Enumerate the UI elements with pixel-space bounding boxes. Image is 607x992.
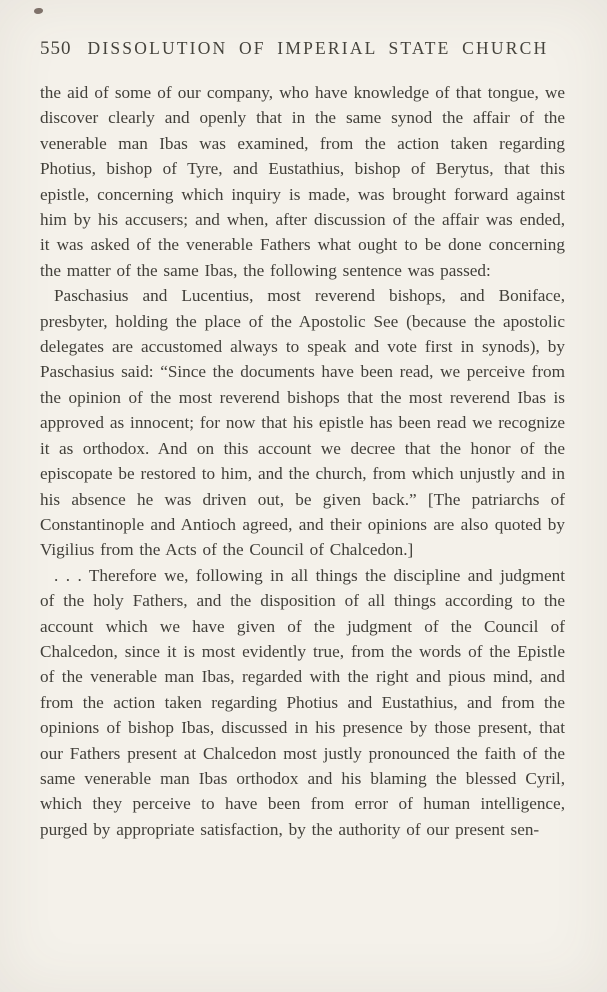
paragraph: . . . Therefore we, following in all things the discipline and judgment of the holy Fathers, and the disposition of all things according to the account which we have given of the judgment of the Council of Chalcedon, since it is most evidently true, from the words of the Epistle of the venerable man Ibas, regarded with the right and pious mind, and from the action taken regarding Photius and Eustathius, and from the opinions of bishop Ibas, discussed in his presence by those present, that our Fathers present at Chalcedon most justly pronounced the faith of the same venerable man Ibas orthodox and his blaming the blessed Cyril, which they perceive to have been from error of human intelligence, purged by appropriate satisfaction, by the authority of our present sen-: [40, 565, 565, 839]
paragraph: the aid of some of our company, who have knowledge of that tongue, we discover clearly and openly that in the same synod the affair of the venerable man Ibas was examined, from the action taken regarding Photius, bishop of Tyre, and Eustathius, bishop of Berytus, that this epistle, concerning which inquiry is made, was brought forward against him by his accusers; and when, after discussion of the affair was ended, it was asked of the venerable Fathers what ought to be done concerning the matter of the same Ibas, the following sentence was passed:: [40, 83, 565, 280]
page-body: [40, 80, 565, 842]
running-header: [40, 38, 565, 60]
page-title: DISSOLUTION OF IMPERIAL STATE CHURCH: [87, 38, 549, 58]
print-artifact: [34, 8, 43, 14]
paragraph: Paschasius and Lucentius, most reverend bishops, and Boniface, presbyter, holding the place of the Apostolic See (because the apostolic delegates are accustomed always to speak and vote first in synods), by Paschasius said: “Since the documents have been read, we perceive from the opinion of the most reverend bishops that the most reverend Ibas is approved as innocent; for now that his epistle has been read we recognize it as orthodox. And on this account we decree that the honor of the episcopate be restored to him, and the church, from which unjustly and in his absence he was driven out, be given back.” [The patriarchs of Constantinople and Antioch agreed, and their opinions are also quoted by Vigilius from the Acts of the Council of Chalcedon.]: [40, 286, 565, 560]
page-number: 550: [40, 38, 72, 59]
